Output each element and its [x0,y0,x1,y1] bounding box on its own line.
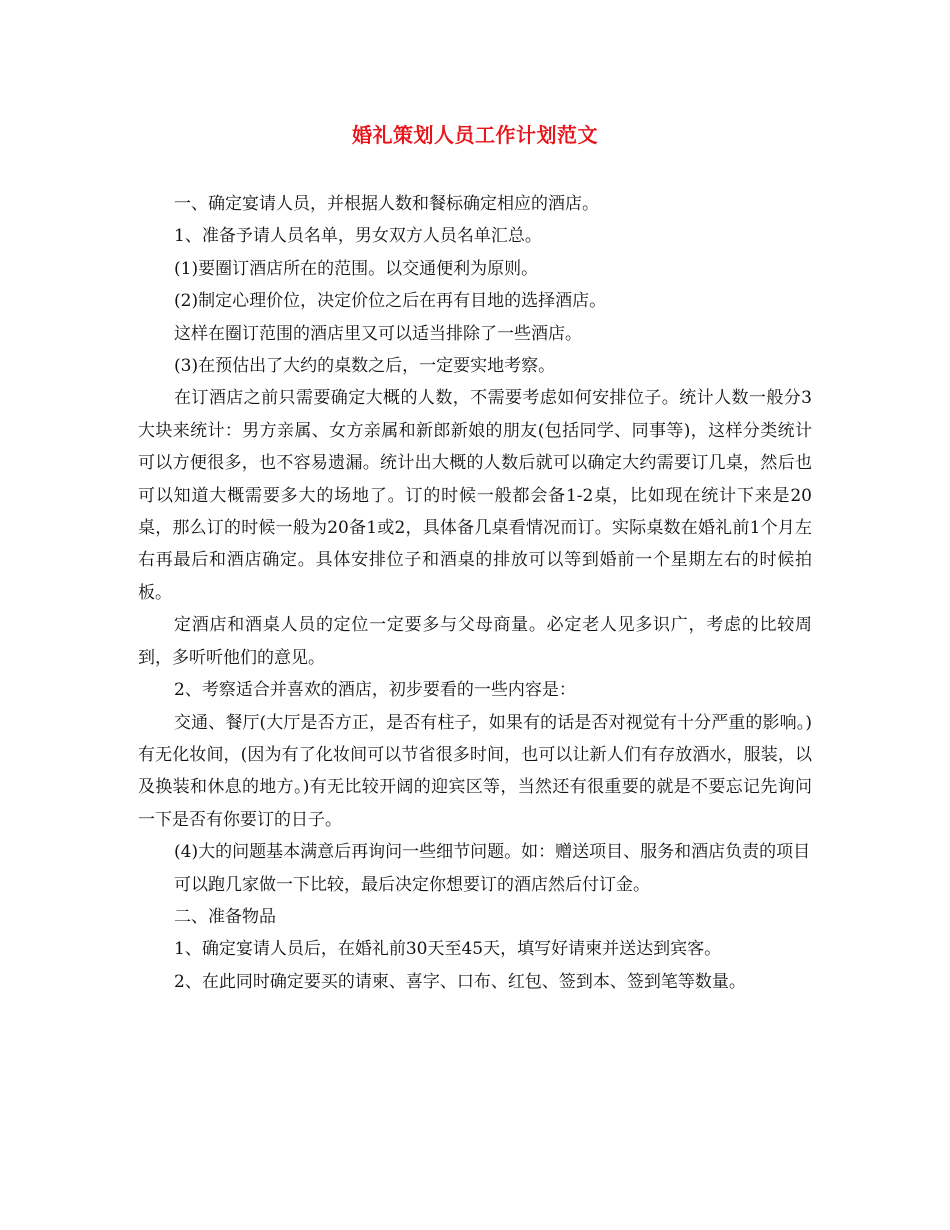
paragraph: (2)制定心理价位，决定价位之后在再有目地的选择酒店。 [174,291,607,312]
paragraph: 一、确定宴请人员，并根据人数和餐标确定相应的酒店。 [174,194,599,214]
paragraph: 1、确定宴请人员后，在婚礼前30天至45天，填写好请柬并送达到宾客。 [174,939,722,960]
paragraph: 交通、餐厅(大厅是否方正，是否有柱子，如果有的话是否对视觉有十分严重的影响。)有无化妆间，(因为有了化妆间可以节省很多时间，也可以让新人们有存放酒水，服装，以及换装和休息的地方。)有无比较开阔的迎宾区等，当然还有很重要的就是不要忘记先询问一下是否有你要订的日子。 [138,712,812,830]
paragraph: 这样在圈订范围的酒店里又可以适当排除了一些酒店。 [174,323,582,344]
paragraph: 2、在此同时确定要买的请柬、喜字、口布、红包、签到本、签到笔等数量。 [174,971,746,992]
paragraph: (1)要圈订酒店所在的范围。以交通便利为原则。 [174,258,539,279]
paragraph: (3)在预估出了大约的桌数之后，一定要实地考察。 [174,356,556,377]
paragraph: (4)大的问题基本满意后再询问一些细节问题。如：赠送项目、服务和酒店负责的项目 [174,842,811,863]
paragraph: 2、考察适合并喜欢的酒店，初步要看的一些内容是： [174,680,576,701]
paragraph: 1、准备予请人员名单，男女双方人员名单汇总。 [174,226,542,247]
paragraph: 可以跑几家做一下比较，最后决定你想要订的酒店然后付订金。 [174,874,650,895]
document-body [138,188,812,998]
paragraph: 定酒店和酒桌人员的定位一定要多与父母商量。必定老人见多识广，考虑的比较周到，多听听他们的意见。 [138,615,812,668]
paragraph: 二、准备物品 [174,906,276,927]
page-title: 婚礼策划人员工作计划范文 [352,123,598,147]
paragraph: 在订酒店之前只需要确定大概的人数，不需要考虑如何安排位子。统计人数一般分3大块来统计：男方亲属、女方亲属和新郎新娘的朋友(包括同学、同事等)，这样分类统计可以方便很多，也不容易遗漏。统计出大概的人数后就可以确定大约需要订几桌，然后也可以知道大概需要多大的场地了。订的时候一般都会备1-2桌，比如现在统计下来是20桌，那么订的时候一般为20备1或2，具体备几桌看情况而订。实际桌数在婚礼前1个月左右再最后和酒店确定。具体安排位子和酒桌的排放可以等到婚前一个星期左右的时候拍板。 [138,388,812,603]
